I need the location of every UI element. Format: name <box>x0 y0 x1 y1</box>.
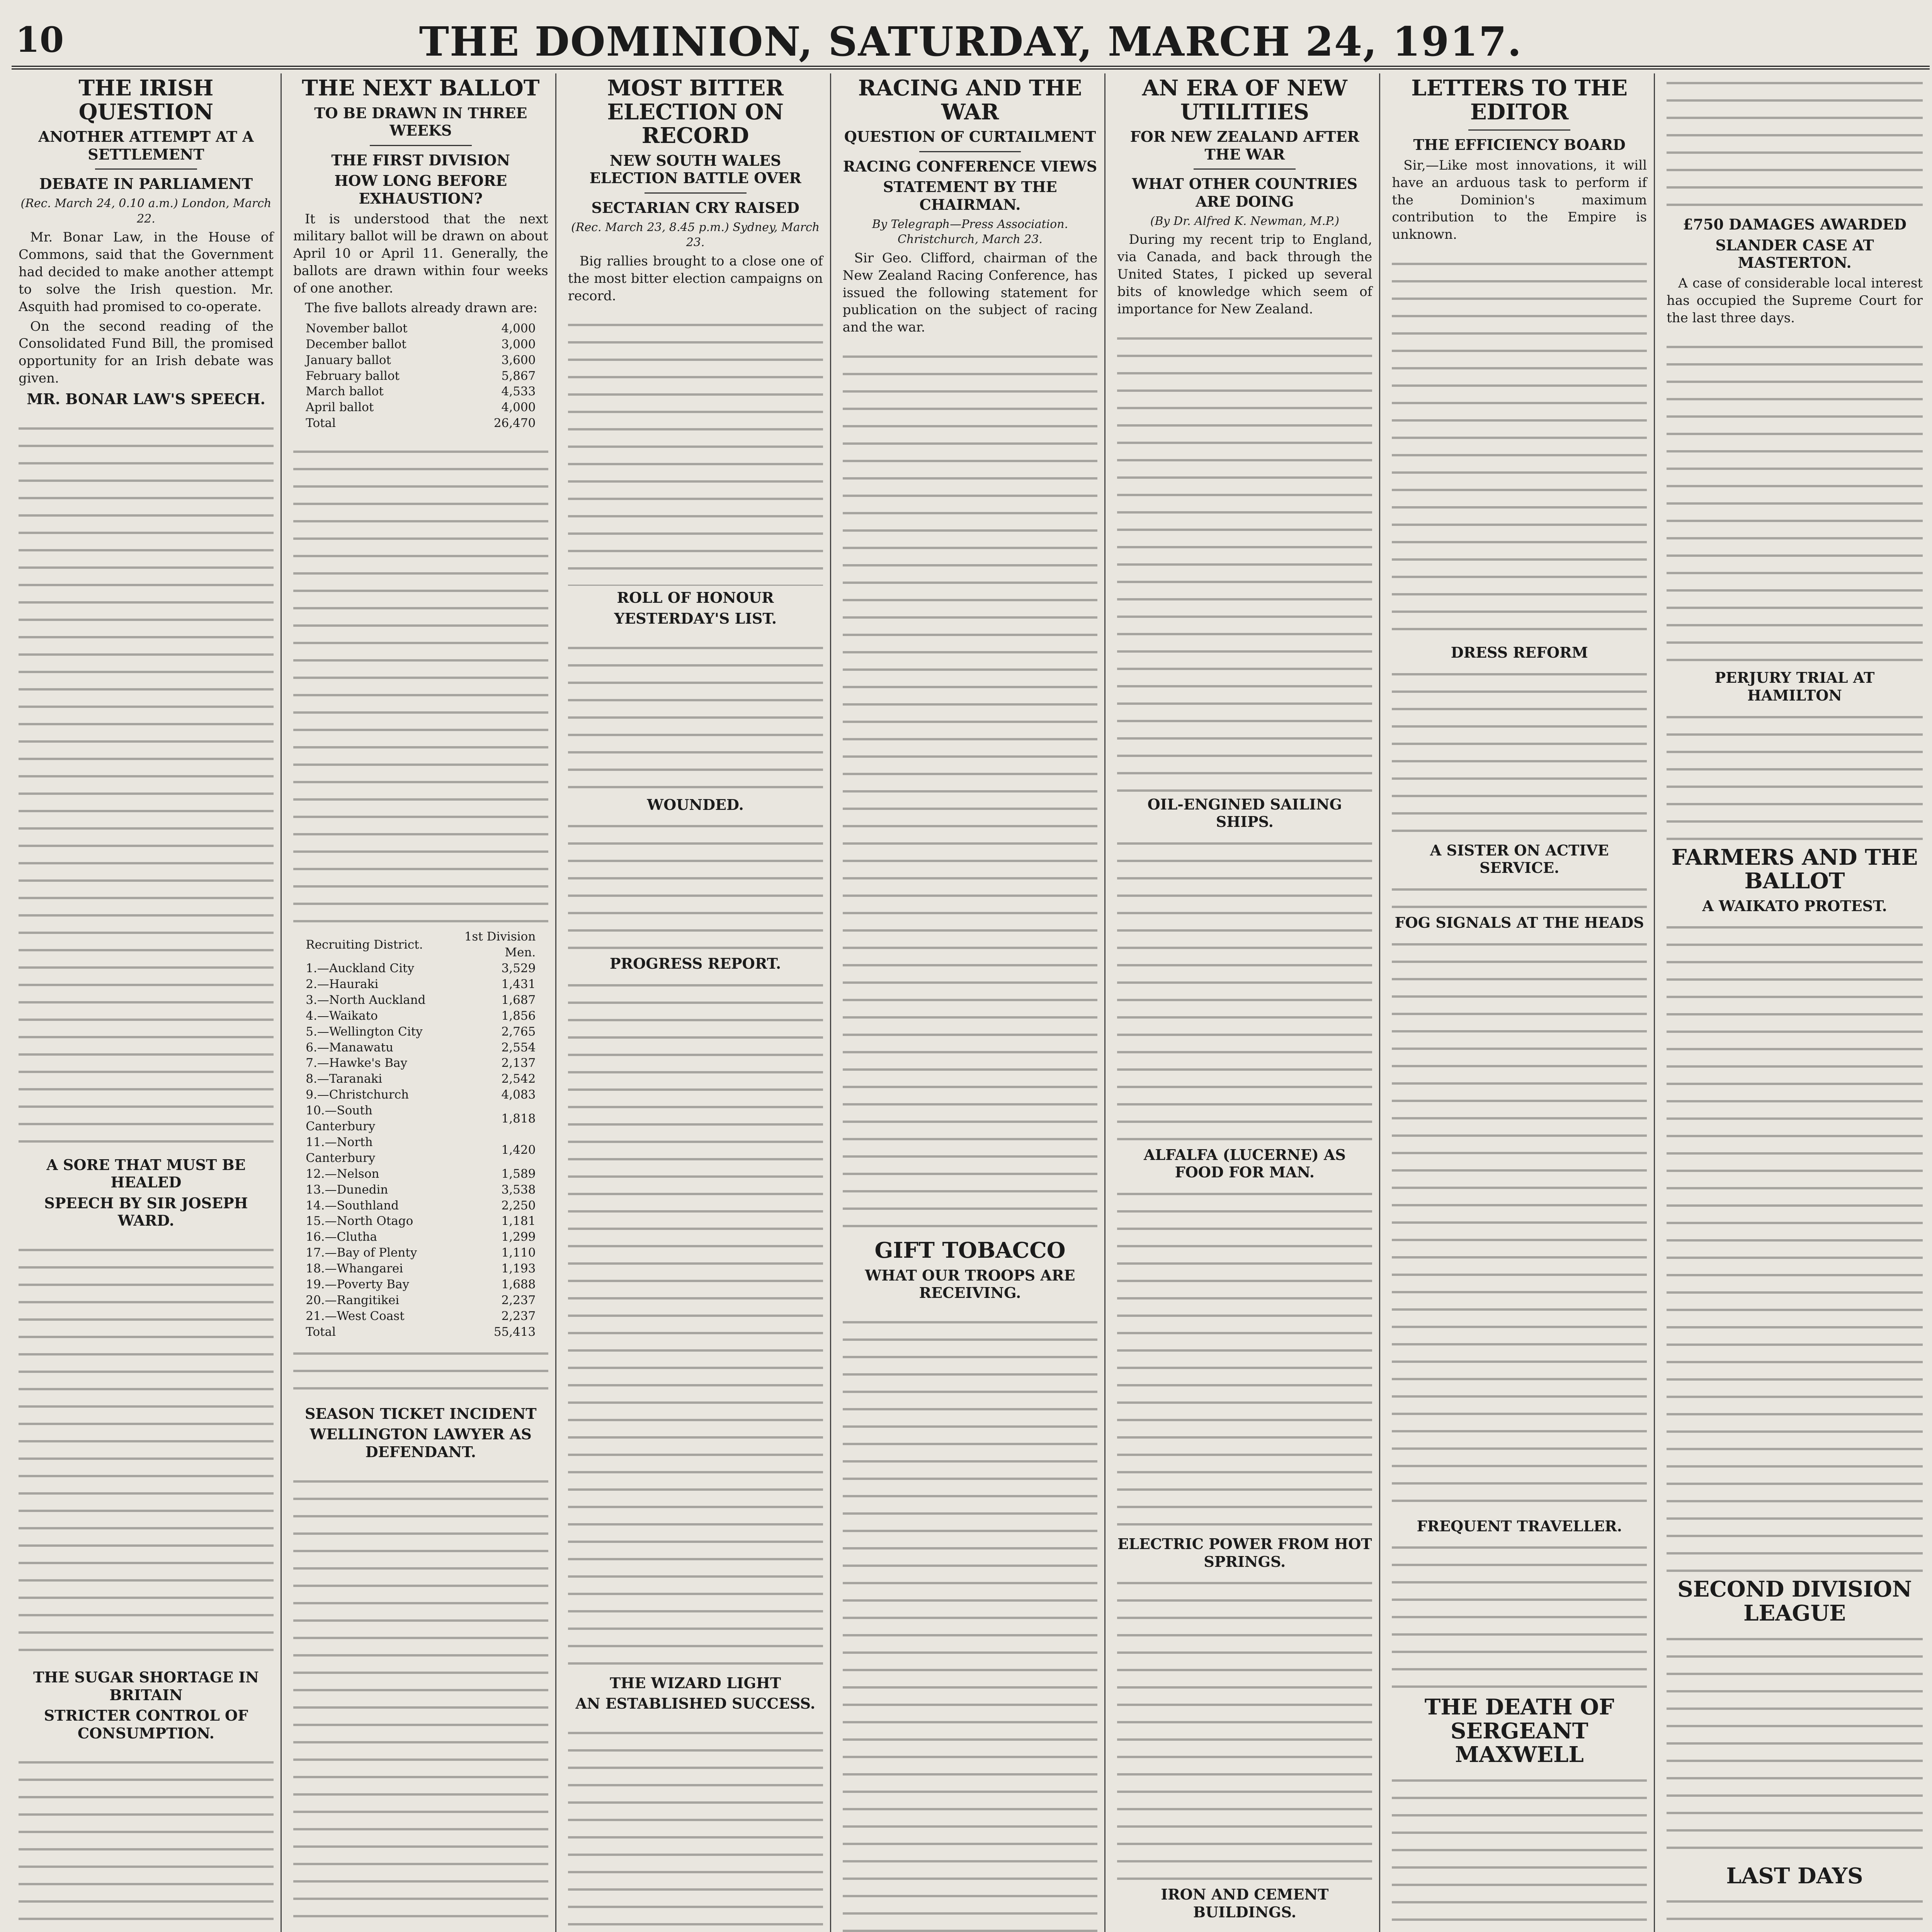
district-name: 7.—Hawke's Bay <box>306 1056 408 1070</box>
subheading: WHAT OTHER COUNTRIES ARE DOING <box>1132 175 1358 210</box>
table-row <box>303 1293 538 1308</box>
dateline: By Telegraph—Press Association. Christchurch, March 23. <box>872 217 1068 247</box>
text-lines <box>1667 1629 1923 1861</box>
subheading: SLANDER CASE AT MASTERTON. <box>1715 236 1874 272</box>
article-racing <box>843 77 1098 336</box>
subheading: WOUNDED. <box>647 796 744 813</box>
headline: THE NEXT BALLOT <box>302 75 540 101</box>
headline: FARMERS AND THE BALLOT <box>1671 844 1918 894</box>
district-men: 55,413 <box>493 1325 536 1339</box>
district-table-body <box>303 961 538 1340</box>
subheading: FOG SIGNALS AT THE HEADS <box>1395 913 1644 931</box>
article-season-ticket <box>293 1405 548 1461</box>
dateline: (Rec. March 24, 0.10 a.m.) London, March 22. <box>20 196 272 226</box>
article-letters <box>1392 77 1647 243</box>
text-lines <box>1667 337 1923 666</box>
table-row <box>303 976 538 992</box>
subheading: SPEECH BY SIR JOSEPH WARD. <box>44 1194 248 1230</box>
text-lines <box>293 442 548 925</box>
subheading: WHAT OUR TROOPS ARE RECEIVING. <box>865 1266 1075 1302</box>
subheading: OIL-ENGINED SAILING SHIPS. <box>1147 795 1342 831</box>
row-value: 4,533 <box>501 384 536 399</box>
table-row <box>303 415 538 431</box>
table-row <box>303 1308 538 1324</box>
subheading: THE WIZARD LIGHT <box>610 1674 781 1692</box>
table-row <box>303 352 538 368</box>
columns <box>12 73 1930 1932</box>
table-row <box>303 337 538 352</box>
text-lines <box>1117 1573 1372 1883</box>
district-table <box>303 929 538 1340</box>
subheading: IRON AND CEMENT BUILDINGS. <box>1161 1886 1329 1921</box>
text-lines <box>1667 1892 1923 1932</box>
subheading: £750 DAMAGES AWARDED <box>1683 216 1906 233</box>
text-lines <box>1667 73 1923 213</box>
table-row <box>303 400 538 415</box>
text-lines <box>568 638 823 793</box>
text-lines <box>1392 935 1647 1514</box>
subheading: SEASON TICKET INCIDENT <box>304 1405 537 1422</box>
article-next-ballot <box>293 77 548 431</box>
page-number: 10 <box>15 19 64 60</box>
column-6 <box>1385 73 1655 1932</box>
district-name: 17.—Bay of Plenty <box>306 1246 417 1260</box>
subheading: THE EFFICIENCY BOARD <box>1413 136 1626 154</box>
text-lines <box>1392 880 1647 911</box>
district-men: 2,542 <box>501 1072 536 1086</box>
subheading: YESTERDAY'S LIST. <box>614 609 777 627</box>
article-sugar <box>19 1668 274 1742</box>
dateline: (Rec. March 23, 8.45 p.m.) Sydney, March 23. <box>571 220 820 250</box>
row-label: January ballot <box>306 353 391 367</box>
table-row <box>303 1213 538 1229</box>
district-name: 4.—Waikato <box>306 1009 378 1023</box>
column-5 <box>1110 73 1380 1932</box>
table-row <box>303 321 538 337</box>
divider <box>95 168 197 170</box>
headline: AN ERA OF NEW UTILITIES <box>1142 75 1347 125</box>
district-men: 2,137 <box>501 1056 536 1070</box>
district-men: 1,431 <box>501 977 536 991</box>
article-roll-of-honour <box>568 589 823 627</box>
ballot-table <box>303 321 538 431</box>
column-4 <box>836 73 1106 1932</box>
subheading: STRICTER CONTROL OF CONSUMPTION. <box>44 1707 248 1742</box>
row-label: February ballot <box>306 369 400 383</box>
text-lines <box>568 1723 823 1932</box>
district-men: 1,818 <box>501 1111 536 1126</box>
headline: LAST DAYS <box>1726 1863 1863 1889</box>
district-men: 1,589 <box>501 1167 536 1181</box>
row-value: 4,000 <box>501 400 536 415</box>
district-name: 2.—Hauraki <box>306 977 379 991</box>
masthead <box>12 8 1930 70</box>
text-lines <box>1117 1924 1372 1932</box>
article-gift-tobacco <box>843 1239 1098 1302</box>
district-men: 1,110 <box>501 1246 536 1260</box>
subheading: RACING CONFERENCE VIEWS <box>843 157 1097 175</box>
table-row <box>303 384 538 400</box>
subheading: ROLL OF HONOUR <box>617 589 774 607</box>
district-name: 16.—Clutha <box>306 1230 378 1244</box>
headline: THE IRISH QUESTION <box>78 75 214 125</box>
subheading: FREQUENT TRAVELLER. <box>1417 1517 1622 1535</box>
subheading: DEBATE IN PARLIAMENT <box>39 175 253 193</box>
table-row <box>303 1245 538 1261</box>
page-title: THE DOMINION, SATURDAY, MARCH 24, 1917. <box>419 18 1522 65</box>
article-sore <box>19 1156 274 1230</box>
row-label: April ballot <box>306 400 374 415</box>
paragraph: It is understood that the next military ballot will be drawn on about April 10 or April 11. Generally, the ballots are drawn within four weeks of one another. <box>293 211 548 296</box>
district-name: 11.—North Canterbury <box>306 1135 376 1165</box>
table-row <box>303 1166 538 1182</box>
column-1 <box>12 73 282 1932</box>
row-value: 26,470 <box>493 416 536 430</box>
subheading: PERJURY TRIAL AT HAMILTON <box>1714 669 1875 704</box>
district-men: 1,856 <box>501 1009 536 1023</box>
table-row <box>303 1198 538 1214</box>
article-nsw-election <box>568 77 823 304</box>
headline: LETTERS TO THE EDITOR <box>1411 75 1628 125</box>
subheading: ELECTRIC POWER FROM HOT SPRINGS. <box>1117 1535 1372 1570</box>
column-header: 1st Division Men. <box>464 930 536 960</box>
district-men: 4,083 <box>501 1088 536 1102</box>
subheading: THE SUGAR SHORTAGE IN BRITAIN <box>33 1668 259 1704</box>
table-row <box>303 1024 538 1040</box>
paragraph: Big rallies brought to a close one of the most bitter election campaigns on record. <box>568 253 823 304</box>
row-label: March ballot <box>306 384 384 399</box>
subheading: DRESS REFORM <box>1451 644 1588 662</box>
subheading: HOW LONG BEFORE EXHAUSTION? <box>334 172 507 207</box>
subheading: QUESTION OF CURTAILMENT <box>844 128 1096 146</box>
table-row <box>303 1277 538 1293</box>
table-row <box>303 1261 538 1277</box>
table-row <box>303 1071 538 1087</box>
district-men: 2,237 <box>501 1309 536 1323</box>
row-value: 5,867 <box>501 369 536 383</box>
district-name: 19.—Poverty Bay <box>306 1277 410 1292</box>
district-name: 13.—Dunedin <box>306 1182 388 1197</box>
table-row <box>303 1040 538 1056</box>
paragraph: Sir Geo. Clifford, chairman of the New Zealand Racing Conference, has issued the following statement for publication on the subject of racing and the war. <box>842 250 1098 335</box>
divider <box>919 151 1021 152</box>
article-damages <box>1667 216 1923 327</box>
district-men: 1,193 <box>501 1262 536 1276</box>
column-2 <box>286 73 556 1932</box>
article-new-utilities <box>1117 77 1372 318</box>
district-name: 15.—North Otago <box>306 1214 413 1228</box>
text-lines <box>568 315 823 586</box>
district-name: 18.—Whangarei <box>306 1262 403 1276</box>
row-label: Total <box>306 416 336 430</box>
table-row <box>303 1229 538 1245</box>
district-name: 1.—Auckland City <box>306 961 414 975</box>
divider <box>370 145 472 146</box>
district-name: 9.—Christchurch <box>306 1088 409 1102</box>
district-men: 2,765 <box>501 1024 536 1039</box>
text-lines <box>1667 918 1923 1575</box>
table-row <box>303 1182 538 1198</box>
district-men: 1,687 <box>501 993 536 1007</box>
headline: THE DEATH OF SERGEANT MAXWELL <box>1424 1694 1614 1768</box>
paragraph: The five ballots already drawn are: <box>304 300 538 316</box>
district-name: 8.—Taranaki <box>306 1072 383 1086</box>
text-lines <box>568 976 823 1671</box>
headline: MOST BITTER ELECTION ON RECORD <box>607 75 784 149</box>
article-wizard-light <box>568 1674 823 1713</box>
district-name: 12.—Nelson <box>306 1167 379 1181</box>
headline: GIFT TOBACCO <box>874 1238 1066 1264</box>
divider <box>1468 129 1570 131</box>
subheading: PROGRESS REPORT. <box>609 955 781 973</box>
table-row <box>303 1055 538 1071</box>
subheading: A SISTER ON ACTIVE SERVICE. <box>1430 841 1609 877</box>
paragraph: During my recent trip to England, via Canada, and back through the United States, I picked up several bits of knowledge which seem of importance for New Zealand. <box>1117 232 1372 317</box>
district-name: 14.—Southland <box>306 1198 399 1213</box>
subheading: NEW SOUTH WALES ELECTION BATTLE OVER <box>589 151 801 187</box>
table-row <box>303 961 538 976</box>
text-lines <box>568 816 823 952</box>
district-name: 3.—North Auckland <box>306 993 426 1007</box>
subheading: STATEMENT BY THE CHAIRMAN. <box>883 178 1057 213</box>
text-lines <box>843 1313 1098 1932</box>
table-row <box>303 992 538 1008</box>
column-7 <box>1660 73 1930 1932</box>
district-men: 2,250 <box>501 1198 536 1213</box>
subheading: TO BE DRAWN IN THREE WEEKS <box>314 104 527 139</box>
district-name: 21.—West Coast <box>306 1309 405 1323</box>
subheading: A WAIKATO PROTEST. <box>1702 897 1887 915</box>
text-lines <box>1392 254 1647 641</box>
text-lines <box>1392 1538 1647 1692</box>
table-header-row <box>303 929 538 961</box>
district-name: 5.—Wellington City <box>306 1024 423 1039</box>
subheading: MR. BONAR LAW'S SPEECH. <box>27 390 265 408</box>
article-irish-question <box>19 77 274 408</box>
column-header: Recruiting District. <box>306 937 423 952</box>
district-men: 1,688 <box>501 1277 536 1292</box>
subheading: ANOTHER ATTEMPT AT A SETTLEMENT <box>38 128 254 163</box>
district-name: 10.—South Canterbury <box>306 1104 376 1134</box>
subheading: AN ESTABLISHED SUCCESS. <box>575 1695 815 1713</box>
district-name: 6.—Manawatu <box>306 1040 393 1054</box>
district-men: 2,237 <box>501 1293 536 1307</box>
district-men: 1,181 <box>501 1214 536 1228</box>
text-lines <box>1117 1184 1372 1532</box>
divider <box>645 192 747 194</box>
divider <box>1194 168 1296 170</box>
table-row <box>303 1087 538 1103</box>
byline: (By Dr. Alfred K. Newman, M.P.) <box>1150 214 1339 228</box>
subheading: THE FIRST DIVISION <box>331 151 510 169</box>
text-lines <box>843 347 1098 1236</box>
text-lines <box>1667 707 1923 843</box>
district-name: 20.—Rangitikei <box>306 1293 400 1307</box>
column-3 <box>561 73 831 1932</box>
text-lines <box>19 419 274 1153</box>
district-men: 3,529 <box>501 961 536 975</box>
table-row <box>303 1103 538 1134</box>
district-men: 1,299 <box>501 1230 536 1244</box>
table-row <box>303 1008 538 1024</box>
row-value: 3,000 <box>501 337 536 351</box>
subheading: FOR NEW ZEALAND AFTER THE WAR <box>1130 128 1359 163</box>
district-men: 2,554 <box>501 1040 536 1054</box>
district-men: 3,538 <box>501 1182 536 1197</box>
table-row <box>303 1134 538 1166</box>
table-row <box>303 1324 538 1340</box>
paragraph: Mr. Bonar Law, in the House of Commons, said that the Government had decided to make another attempt to solve the Irish question. Mr. Asquith had promised to co-operate. <box>19 230 274 315</box>
paragraph: Sir,—Like most innovations, it will have an arduous task to perform if the Dominion's maximum contribution to the Empire is unknown. <box>1392 157 1647 243</box>
text-lines <box>293 1472 548 1932</box>
district-men: 1,420 <box>501 1143 536 1157</box>
subheading: ALFALFA (LUCERNE) AS FOOD FOR MAN. <box>1143 1146 1346 1181</box>
table-row <box>303 368 538 384</box>
row-label: December ballot <box>306 337 406 351</box>
text-lines <box>293 1344 548 1402</box>
text-lines <box>19 1753 274 1932</box>
text-lines <box>1117 329 1372 793</box>
text-lines <box>1117 834 1372 1143</box>
text-lines <box>19 1240 274 1665</box>
row-value: 4,000 <box>501 321 536 335</box>
paragraph: On the second reading of the Consolidated Fund Bill, the promised opportunity for an Irish debate was given. <box>19 318 274 386</box>
district-name: Total <box>306 1325 336 1339</box>
text-lines <box>1392 1771 1647 1932</box>
text-lines <box>1392 665 1647 838</box>
row-label: November ballot <box>306 321 408 335</box>
row-value: 3,600 <box>501 353 536 367</box>
headline: RACING AND THE WAR <box>858 75 1082 125</box>
paragraph: A case of considerable local interest has occupied the Supreme Court for the last three days. <box>1667 275 1923 326</box>
headline: SECOND DIVISION LEAGUE <box>1677 1577 1912 1626</box>
subheading: A SORE THAT MUST BE HEALED <box>46 1156 246 1191</box>
subheading: WELLINGTON LAWYER AS DEFENDANT. <box>310 1425 532 1461</box>
subheading: SECTARIAN CRY RAISED <box>591 199 799 216</box>
